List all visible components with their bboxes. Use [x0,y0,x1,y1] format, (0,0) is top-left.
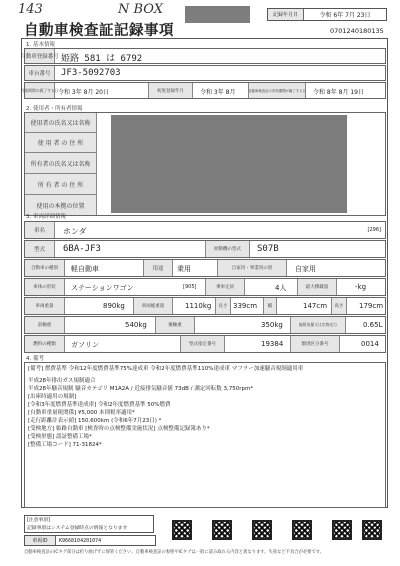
max-load-label: 最大積載量 [305,285,329,290]
engine-value: S07B [257,244,279,254]
displacement-value: 0.65L [363,321,383,329]
first-reg-label: 初度登録年月 [157,88,184,94]
remarks-line-7: [走行距離計表示値] 150,600km (令和6年7月23日) * [28,418,162,424]
owner-address-label: 所 有 者 の 住 所 [37,181,84,189]
type-no-value: 19384 [261,340,284,348]
category-no-label: 類別区分番号 [301,342,329,347]
body-code: [905] [183,284,197,290]
owner-name-label: 所有者の氏名又は名称 [30,160,91,168]
height-label: 高さ [334,304,344,309]
length-value: 339cm [233,302,258,310]
capacity-label: 乗車定員 [216,285,234,290]
height-value: 179cm [359,302,384,310]
dates-row [20,82,386,99]
engine-label: 原動機の型式 [214,247,241,252]
chassis-label: 車台番号 [28,71,51,77]
qr-code-5 [332,520,352,540]
record-date-value: 令和 6年 7月 23日 [319,12,371,19]
capacity-value: 4人 [275,284,287,292]
record-date-label: 記録年月日 [268,9,304,20]
front-axle-label: 前軸重 [37,323,52,328]
rear-axle-label: 後軸重 [168,323,182,328]
gross-weight-label: 車両総重量 [141,304,165,309]
bottom-disclaimer: 自動車検査証のICタグ部分は折り曲げずに保管ください。自動車検査証の参照やICタグは一般に読み取れる内容と異なります。失効など不具合が必要です。 [24,550,325,555]
max-load-value: -kg [355,283,367,291]
kind-value: 軽自動車 [71,265,99,273]
notice-box [24,515,154,533]
reg-no-label: 自動車登録番号 [20,54,59,60]
notice-heading: [注意事項] [27,518,50,523]
width-label: 幅 [267,304,273,309]
vin-value: K9668104201074 [59,537,102,544]
section3-heading: 3. 車両詳細情報 [26,214,66,220]
remarks-line-2: 平成28年排出ガス規制適合 [28,378,96,384]
weight-row [24,297,386,315]
length-label: 長さ [218,304,228,309]
category-no-value: 0014 [361,340,379,348]
reg-no-row [20,48,386,64]
weight-value: 890kg [103,302,125,310]
first-reg-value: 令和 3年 8月 [200,89,236,96]
vin-label: 車両ID [25,536,56,545]
fuel-row [24,335,386,353]
remarks-line-9: [受検形態] 認証整備工場* [28,434,92,440]
redacted-block [185,6,250,23]
remarks-line-8: [受検地方] 姫路自動車 [検査時の点検整備実施状況] 点検整備記録簿あり* [28,426,210,432]
notice-text: 記録事項はシステム登録時点の情報となります [27,526,128,531]
remarks-line-1: [備考] 燃費基準 令和12年度燃費基準75%達成車 令和2年度燃費基準110%達成車 マフラー加速騒音規制適用車 [28,366,304,372]
qr-code-6 [362,520,382,540]
document-number: 0701240180135 [330,27,384,35]
maker-row [24,221,386,239]
model-row [24,240,386,258]
section2-heading: 2. 使用者・所有者情報 [26,106,83,112]
qr-code-3 [252,520,272,540]
private-label: 自家用・事業用の別 [231,266,273,271]
user-address-label: 使 用 者 の 住 所 [37,140,84,147]
weight-label: 車両重量 [35,304,54,309]
body-label: 車体の形状 [33,285,56,290]
handwritten-note-right: N BOX [118,2,163,17]
kind-row [24,259,386,277]
base-location-label: 使用の本拠の位置 [36,202,85,210]
section4-heading: 4. 備考 [26,356,44,362]
valid-until-label: 自動車検査証の有効期間が満了する日 [248,89,306,93]
fuel-label: 燃料の種類 [33,342,56,347]
body-value: ステーションワゴン [71,284,134,292]
vin-box [24,535,156,546]
section1-heading: 1. 基本情報 [26,42,55,48]
chassis-value: JF3-5092703 [61,68,121,78]
rear-axle-value: 350kg [261,321,283,329]
model-value: 6BA-JF3 [63,244,101,254]
body-row [24,278,386,296]
handwritten-note-left: 143 [18,2,43,17]
kind-label: 自動車の種別 [31,266,58,271]
type-no-label: 型式指定番号 [189,342,216,347]
owner-block [24,112,386,216]
gross-weight-value: 1110kg [185,302,212,310]
qr-code-2 [212,520,232,540]
qr-code-1 [172,520,192,540]
remarks-line-10: [整備工場コード] 71-31824* [28,442,102,448]
expiry-value: 令和 3年 8月 20日 [58,89,109,96]
remarks-line-3: 平成28年騒音規制 騒音カテゴリ M1A2A / 近接排気騒音値 73dB / 測定回転数 3,750rpm* [28,386,254,392]
redacted-owner-info [111,115,347,213]
reg-no-value: 姫路 581 は 6792 [61,54,143,64]
use-value: 乗用 [177,265,191,273]
remarks-line-6: [自動車重量税関係] ¥5,000 本則税率適用* [28,410,135,416]
maker-code: [296] [367,227,381,233]
private-value: 自家用 [295,265,316,273]
axle-row [24,316,386,334]
chassis-row [24,65,386,81]
qr-code-4 [292,520,312,540]
front-axle-value: 540kg [125,321,147,329]
maker-label: 車名 [33,228,45,234]
remarks-line-4: [出庫時適用の規制] [28,394,77,400]
valid-until-value: 令和 8年 8月 19日 [313,89,364,96]
expiry-label: 有効期間の満了する日 [20,87,59,93]
width-value: 147cm [303,302,328,310]
record-date-box [267,8,387,21]
remarks-line-5: [令和3年度燃費基準達成車] 令和2年度燃費基準 50%燃費 [28,402,171,408]
displacement-label: 総排気量又は定格出力 [299,322,337,327]
document-title: 自動車検査証記録事項 [24,23,174,39]
use-label: 用途 [152,266,164,272]
fuel-value: ガソリン [71,341,99,349]
user-name-label: 使用者の氏名又は名称 [30,120,91,127]
remarks-block [24,362,386,508]
maker-value: ホンダ [63,227,87,236]
model-label: 型式 [33,247,45,253]
